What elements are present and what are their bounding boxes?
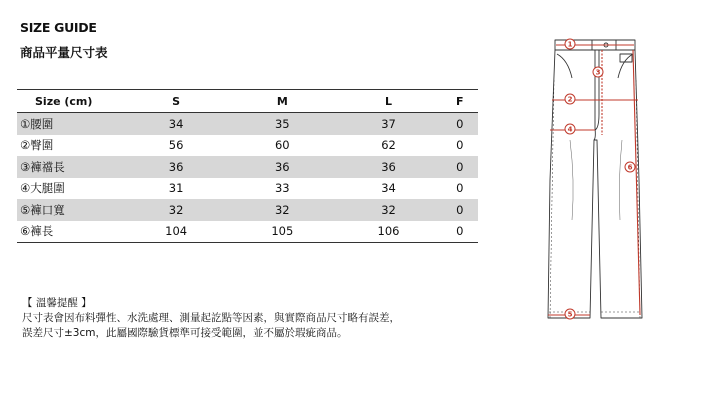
row-label: ⑤褲口寬 [17, 199, 123, 221]
table-cell: 62 [381, 138, 396, 153]
row-label: ⑥褲長 [17, 221, 123, 243]
row-label: ①腰圍 [17, 113, 123, 135]
table-cell: 106 [335, 221, 441, 243]
table-cell: 60 [274, 138, 290, 153]
table-cell: 32 [335, 199, 441, 221]
marker-hip [565, 94, 575, 104]
table-cell: 56 [168, 138, 184, 153]
table-row [17, 156, 478, 178]
marker-thigh [565, 124, 575, 134]
care-note [22, 296, 400, 341]
table-cell: 105 [229, 221, 335, 243]
column-header-size: Size (cm) [17, 90, 123, 113]
care-note-heading: 【 溫馨提醒 】 [22, 297, 92, 309]
table-cell: 32 [123, 199, 229, 221]
table-row [17, 221, 478, 243]
marker-label: 5 [567, 310, 573, 319]
column-header-m: M [229, 90, 335, 113]
care-note-line: 尺寸表會因布料彈性、水洗處理、測量起訖點等因素，與實際商品尺寸略有誤差， [22, 312, 400, 324]
size-table [17, 89, 478, 243]
table-cell: 35 [229, 113, 335, 135]
table-header-row [17, 90, 478, 113]
table-cell: 34 [123, 113, 229, 135]
table-cell: 33 [274, 181, 290, 196]
marker-rise [593, 67, 603, 77]
table-row [17, 113, 478, 135]
column-header-l: L [335, 90, 441, 113]
marker-label: 4 [567, 125, 573, 134]
column-header-s: S [123, 90, 229, 113]
column-header-f: F [442, 90, 478, 113]
row-label: ②臀圍 [20, 138, 54, 153]
table-cell: 104 [123, 221, 229, 243]
marker-waist [565, 39, 575, 49]
marker-label: 1 [567, 40, 573, 49]
table-cell: 37 [335, 113, 441, 135]
marker-label: 6 [627, 163, 633, 172]
table-cell: 0 [442, 113, 478, 135]
table-cell: 31 [168, 181, 184, 196]
table-cell: 0 [442, 199, 478, 221]
marker-length [625, 162, 635, 172]
page-title: SIZE GUIDE [20, 20, 97, 35]
table-cell: 32 [229, 199, 335, 221]
pants-outline [548, 40, 642, 318]
pants-measurement-diagram [540, 30, 660, 330]
table-cell: 0 [456, 181, 464, 196]
care-note-line: 誤差尺寸±3cm，此屬國際驗貨標準可接受範圍，並不屬於瑕疵商品。 [22, 327, 348, 339]
marker-leg-opening [565, 309, 575, 319]
table-cell: 36 [335, 156, 441, 178]
table-cell: 34 [381, 181, 396, 196]
table-row [17, 135, 478, 157]
table-row [17, 199, 478, 221]
marker-label: 3 [595, 68, 601, 77]
table-cell: 36 [229, 156, 335, 178]
table-cell: 0 [442, 221, 478, 243]
table-cell: 36 [123, 156, 229, 178]
marker-label: 2 [567, 95, 573, 104]
table-cell: 0 [442, 156, 478, 178]
row-label: ③褲襠長 [17, 156, 123, 178]
page-subtitle: 商品平量尺寸表 [20, 45, 108, 60]
table-cell: 0 [456, 138, 464, 153]
table-row [17, 178, 478, 200]
row-label: ④大腿圍 [20, 181, 65, 196]
